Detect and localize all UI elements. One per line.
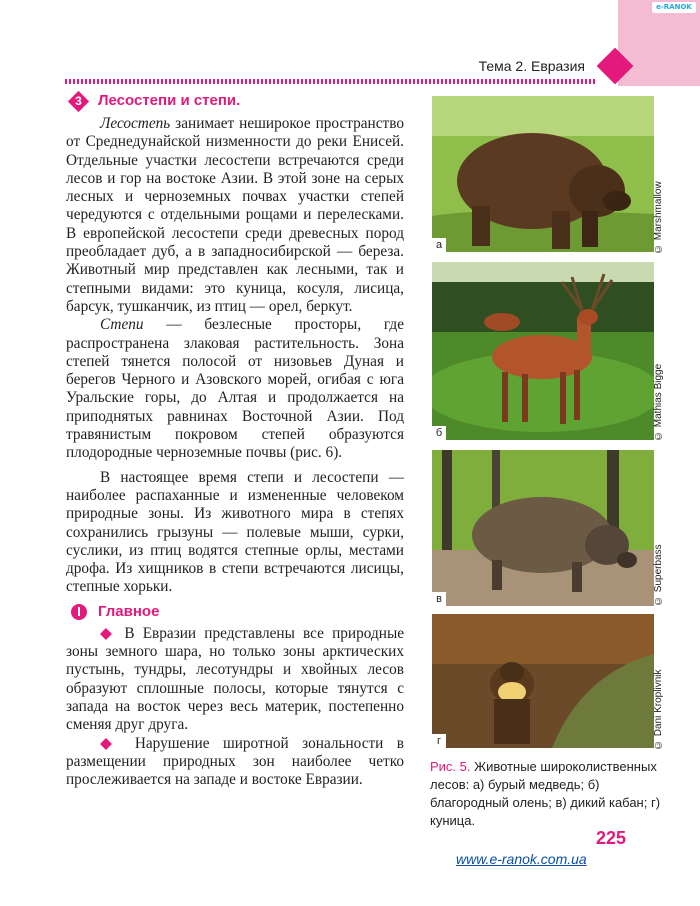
main-point xyxy=(66,625,404,735)
page-number: 225 xyxy=(596,828,627,848)
photo-credit: © Dani Kroplivnik xyxy=(653,669,664,750)
photo-letter: б xyxy=(432,426,446,440)
paragraph-text: — безлесные просторы, где распространена злаковая растительность. Зона степей тянется полосой от низовьев Дуная и берегов Черного и Азовского морей, огибая с юга Уральские горы, до Алтая и продолжается на приподнятых равнинах Восточной Азии. Под травянистым покровом степей образуются плодородные черноземные почвы (рис. 6). xyxy=(66,316,404,462)
photo-credit: © Marshmallow xyxy=(653,181,664,254)
photo-letter: в xyxy=(432,592,446,606)
publisher-logo: e-RANOK xyxy=(652,2,696,13)
topic-title: Тема 2. Евразия xyxy=(478,58,585,74)
paragraph-steppe xyxy=(66,316,404,462)
exclamation-icon xyxy=(71,604,87,620)
figure-caption xyxy=(430,758,662,830)
main-text-column xyxy=(66,92,404,789)
section-heading xyxy=(66,92,404,114)
boar-icon xyxy=(432,450,654,606)
section-number: 3 xyxy=(75,94,82,108)
main-point xyxy=(66,735,404,790)
header-divider xyxy=(65,79,595,84)
paragraph-forest-steppe xyxy=(66,115,404,316)
photo-letter: г xyxy=(432,734,446,748)
photo-credit: © Superbass xyxy=(653,544,664,606)
website-link[interactable]: www.e-ranok.com.ua xyxy=(456,851,587,867)
paragraph-present: В настоящее время степи и лесостепи — наиболее распаханные и измененные человеком природные зоны. Из животного мира в степях сохранились грызуны — полевые мыши, сурки, суслики, из птиц водятся степные орлы, местами дрофа. Из хищников в степи встречаются лисицы, степные хорьки. xyxy=(66,468,404,596)
main-point-text: В Евразии представлены все природные зоны земного шара, но только зоны арктических пустынь, тундры, лесотундры и хвойных лесов образуют сплошные полосы, которые тянутся с запада на восток через весь материк, постепенно сменяя друг друга. xyxy=(66,624,405,734)
section-title: Лесостепи и степи. xyxy=(98,92,241,109)
bear-icon xyxy=(432,96,654,252)
term-forest-steppe: Лесостепь xyxy=(100,115,171,132)
figure-caption-text: Животные широколиственных лесов: а) бурый медведь; б) благородный олень; в) дикий кабан; г) куница. xyxy=(430,759,661,828)
diamond-bullet-icon: ◆ xyxy=(100,624,117,642)
deer-icon xyxy=(432,262,654,440)
diamond-bullet-icon: ◆ xyxy=(100,734,122,752)
figure-label: Рис. 5. xyxy=(430,759,471,774)
term-steppe: Степи xyxy=(100,316,144,334)
photo-credit: © Mathias Bigge xyxy=(653,363,664,441)
photo-boar xyxy=(432,450,654,606)
photo-deer xyxy=(432,262,654,440)
main-point-text: Нарушение широтной зональности в размещении природных зон наиболее четко прослеживается на западе и востоке Евразии. xyxy=(66,734,405,789)
photo-bear xyxy=(432,96,654,252)
main-points-heading xyxy=(66,603,404,625)
photo-marten xyxy=(432,614,654,748)
main-points-title: Главное xyxy=(98,602,160,620)
paragraph-text: занимает неширокое пространство от Среднедунайской низменности до реки Енисей. Отдельные участки лесостепи встречаются среди лесов и гор на востоке Азии. В этой зоне на серых лесных и черноземных почвах участки степей чередуются с отдельными рощами и перелесками. В европейской лесостепи среди древесных пород преобладает дуб, а в западносибирской — береза. Животный мир представлен как лесными, так и степными видами: это куница, косуля, лисица, барсук, тушканчик, из птиц — орел, беркут. xyxy=(66,115,404,315)
marten-icon xyxy=(432,614,654,748)
photo-letter: а xyxy=(432,238,446,252)
